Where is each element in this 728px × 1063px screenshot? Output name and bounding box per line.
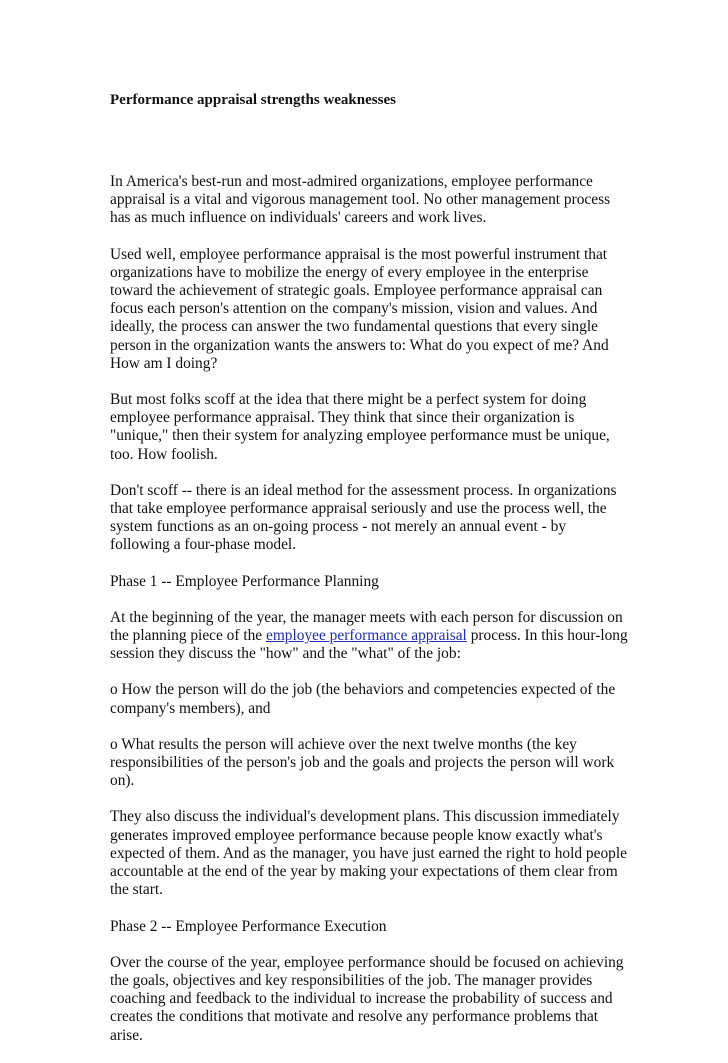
paragraph-scoff: But most folks scoff at the idea that there might be a perfect system for doing employee performance appraisal. They think that since their organization is "unique," then their system for analyzing employee performance must be unique, too. How foolish. bbox=[110, 391, 610, 463]
document-page bbox=[110, 91, 628, 1063]
paragraph-ideal-method: Don't scoff -- there is an ideal method for the assessment process. In organizations that take employee performance appraisal seriously and use the process well, the system functions as an on-going process - not merely an annual event - by following a four-phase model. bbox=[110, 481, 617, 554]
document-body bbox=[110, 173, 628, 1045]
planning-text-end: process. In this hour-long session they discuss the "how" and the "what" of the job: bbox=[110, 627, 628, 663]
employee-performance-appraisal-link[interactable]: employee performance appraisal bbox=[266, 627, 467, 645]
phase-1-heading: Phase 1 -- Employee Performance Planning bbox=[110, 572, 379, 590]
planning-text-start: At the beginning of the year, the manager meets with each person for discussion on the planning piece of the bbox=[110, 608, 623, 645]
document-title: Performance appraisal strengths weaknesses bbox=[110, 92, 396, 108]
paragraph-intro: In America's best-run and most-admired organizations, employee performance appraisal is a vital and vigorous management tool. No other management process has as much influence on individuals' careers and work lives. bbox=[110, 173, 611, 227]
paragraph-planning bbox=[110, 609, 628, 664]
paragraph-development-plans: They also discuss the individual's development plans. This discussion immediately generates improved employee performance because people know exactly what's expected of them. And as the manager, you have just earned the right to hold people accountable at the end of the year by making your expectations of them clear from the start. bbox=[110, 808, 627, 899]
paragraph-execution: Over the course of the year, employee performance should be focused on achieving the goals, objectives and key responsibilities of the job. The manager provides coaching and feedback to the individual to increase the probability of success and creates the conditions that motivate and resolve any performance problems that arise. bbox=[110, 953, 624, 1044]
bullet-how: o How the person will do the job (the behaviors and competencies expected of the company's members), and bbox=[110, 681, 616, 717]
phase-2-heading: Phase 2 -- Employee Performance Execution bbox=[110, 917, 387, 935]
paragraph-used-well: Used well, employee performance appraisal is the most powerful instrument that organizations have to mobilize the energy of every employee in the enterprise toward the achievement of strategic goals. Employee performance appraisal can focus each person's attention on the company's mission, vision and values. And ideally, the process can answer the two fundamental questions that every single person in the organization wants the answers to: What do you expect of me? And How am I doing? bbox=[110, 245, 609, 372]
bullet-what: o What results the person will achieve over the next twelve months (the key responsibilities of the person's job and the goals and projects the person will work on). bbox=[110, 735, 615, 790]
